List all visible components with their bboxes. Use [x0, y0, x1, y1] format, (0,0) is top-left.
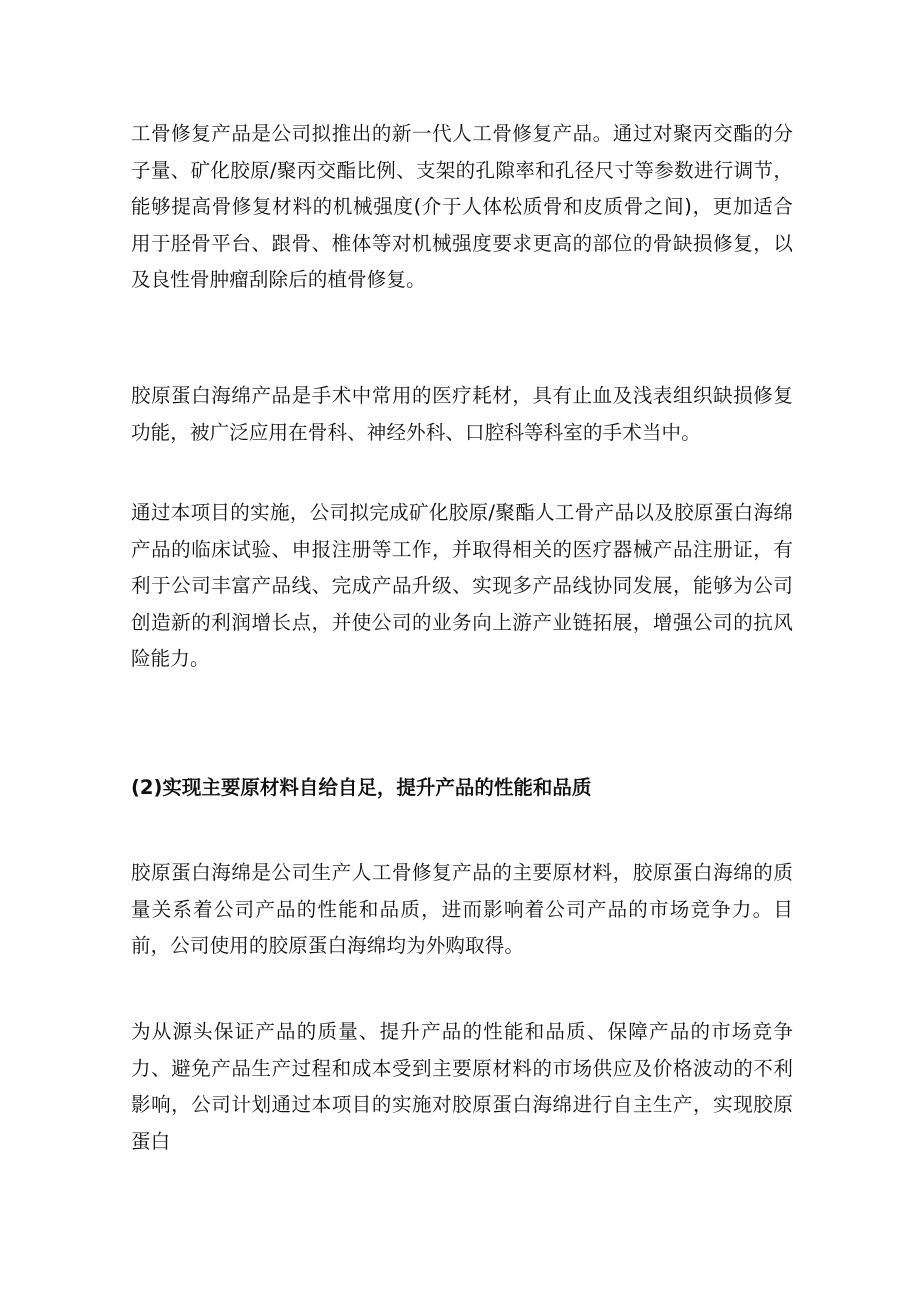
body-paragraph: 工骨修复产品是公司拟推出的新一代人工骨修复产品。通过对聚丙交酯的分子量、矿化胶原/聚丙交酯比例、支架的孔隙率和孔径尺寸等参数进行调节，能够提高骨修复材料的机械强度(介于人体松质骨和皮质骨之间)，更加适合用于胫骨平台、跟骨、椎体等对机械强度要求更高的部位的骨缺损修复，以及良性骨肿瘤刮除后的植骨修复。	[131, 122, 793, 292]
body-paragraph: 胶原蛋白海绵产品是手术中常用的医疗耗材，具有止血及浅表组织缺损修复功能，被广泛应用在骨科、神经外科、口腔科等科室的手术当中。	[131, 384, 793, 444]
section-heading: (2)实现主要原材料自给自足，提升产品的性能和品质	[131, 776, 592, 799]
body-paragraph: 为从源头保证产品的质量、提升产品的性能和品质、保障产品的市场竞争力、避免产品生产过程和成本受到主要原材料的市场供应及价格波动的不利影响，公司计划通过本项目的实施对胶原蛋白海绵进行自主生产，实现胶原蛋白	[131, 1020, 793, 1153]
body-paragraph: 通过本项目的实施，公司拟完成矿化胶原/聚酯人工骨产品以及胶原蛋白海绵产品的临床试验、申报注册等工作，并取得相关的医疗器械产品注册证，有利于公司丰富产品线、完成产品升级、实现多产品线协同发展，能够为公司创造新的利润增长点，并使公司的业务向上游产业链拓展，增强公司的抗风险能力。	[131, 501, 793, 671]
body-paragraph: 胶原蛋白海绵是公司生产人工骨修复产品的主要原材料，胶原蛋白海绵的质量关系着公司产品的性能和品质，进而影响着公司产品的市场竞争力。目前，公司使用的胶原蛋白海绵均为外购取得。	[131, 861, 793, 958]
